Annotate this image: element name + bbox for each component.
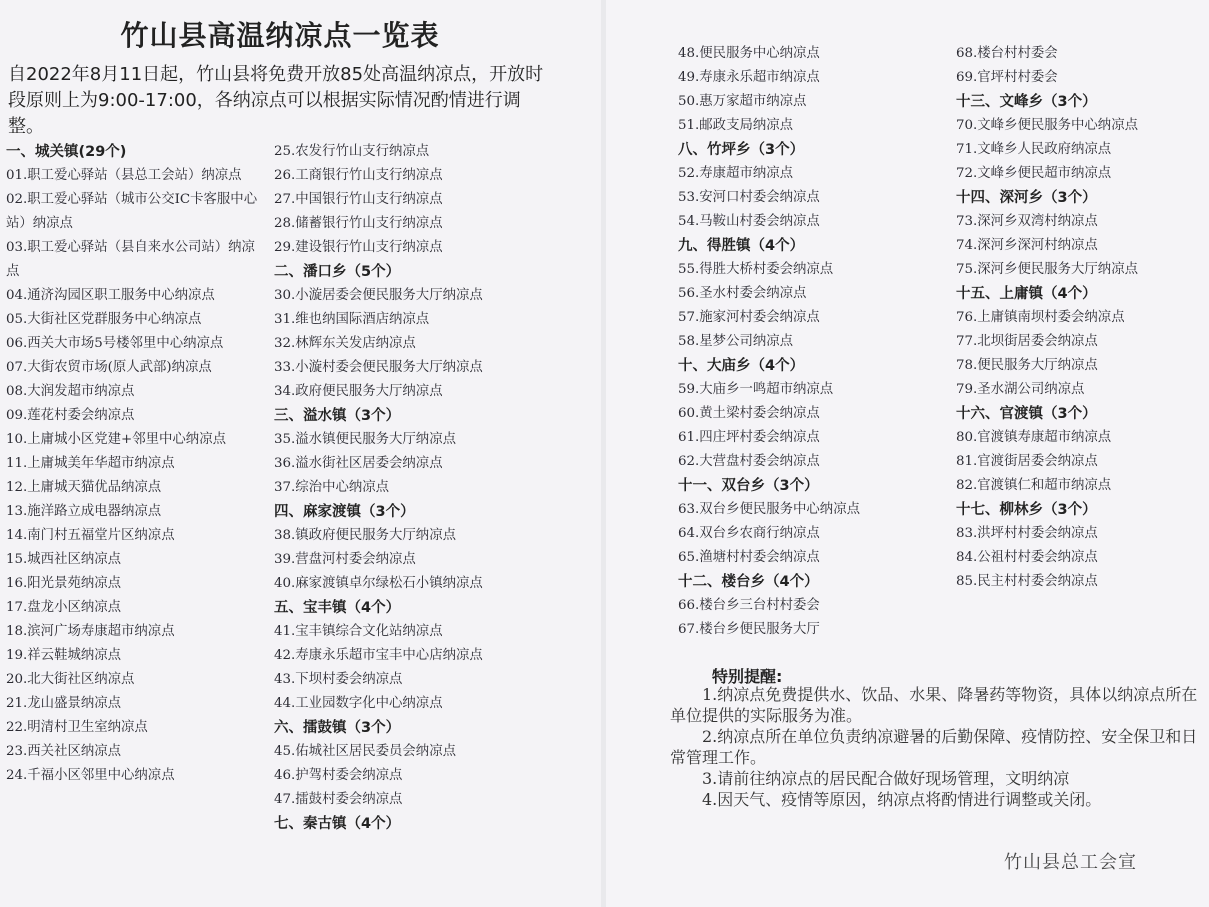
list-item: 70.文峰乡便民服务中心纳凉点 xyxy=(956,118,1138,133)
list-item: 31.维也纳国际酒店纳凉点 xyxy=(274,312,430,327)
list-column-1 xyxy=(6,140,268,788)
list-item: 34.政府便民服务大厅纳凉点 xyxy=(274,384,443,399)
list-item: 09.莲花村委会纳凉点 xyxy=(6,408,135,423)
left-page xyxy=(0,0,601,907)
list-item: 75.深河乡便民服务大厅纳凉点 xyxy=(956,262,1138,277)
list-item: 73.深河乡双湾村纳凉点 xyxy=(956,214,1098,229)
list-item: 16.阳光景苑纳凉点 xyxy=(6,576,122,591)
list-item: 37.综治中心纳凉点 xyxy=(274,480,390,495)
list-item: 41.宝丰镇综合文化站纳凉点 xyxy=(274,624,443,639)
list-item: 11.上庸城美年华超市纳凉点 xyxy=(6,456,175,471)
section-heading: 二、潘口乡（5个） xyxy=(274,264,401,280)
list-item: 21.龙山盛景纳凉点 xyxy=(6,696,122,711)
list-item: 54.马鞍山村委会纳凉点 xyxy=(678,214,820,229)
list-item: 02.职工爱心驿站（城市公交IC卡客服中心站）纳凉点 xyxy=(6,192,258,231)
list-item: 56.圣水村委会纳凉点 xyxy=(678,286,807,301)
notice-item: 2.纳凉点所在单位负责纳凉避暑的后勤保障、疫情防控、安全保卫和日常管理工作。 xyxy=(670,727,1198,767)
list-item: 17.盘龙小区纳凉点 xyxy=(6,600,122,615)
list-item: 35.溢水镇便民服务大厅纳凉点 xyxy=(274,432,456,447)
list-item: 43.下坝村委会纳凉点 xyxy=(274,672,403,687)
list-item: 38.镇政府便民服务大厅纳凉点 xyxy=(274,528,456,543)
list-item: 03.职工爱心驿站（县自来水公司站）纳凉点 xyxy=(6,240,255,279)
list-item: 30.小漩居委会便民服务大厅纳凉点 xyxy=(274,288,483,303)
section-heading: 七、秦古镇（4个） xyxy=(274,816,401,832)
list-item: 25.农发行竹山支行纳凉点 xyxy=(274,144,430,159)
section-heading: 九、得胜镇（4个） xyxy=(678,238,805,254)
list-item: 50.惠万家超市纳凉点 xyxy=(678,94,807,109)
list-item: 20.北大街社区纳凉点 xyxy=(6,672,135,687)
right-page xyxy=(606,0,1209,907)
list-item: 14.南门村五福堂片区纳凉点 xyxy=(6,528,175,543)
document-title: 竹山县高温纳凉点一览表 xyxy=(120,19,440,52)
list-item: 48.便民服务中心纳凉点 xyxy=(678,46,820,61)
signature: 竹山县总工会宣 xyxy=(1004,852,1137,873)
section-heading: 一、城关镇(29个) xyxy=(6,144,127,160)
list-item: 71.文峰乡人民政府纳凉点 xyxy=(956,142,1112,157)
list-item: 80.官渡镇寿康超市纳凉点 xyxy=(956,430,1112,445)
list-item: 52.寿康超市纳凉点 xyxy=(678,166,794,181)
list-item: 12.上庸城天猫优品纳凉点 xyxy=(6,480,162,495)
section-heading: 十三、文峰乡（3个） xyxy=(956,94,1097,110)
list-item: 22.明清村卫生室纳凉点 xyxy=(6,720,148,735)
list-item: 83.洪坪村村委会纳凉点 xyxy=(956,526,1098,541)
list-item: 62.大营盘村委会纳凉点 xyxy=(678,454,820,469)
list-item: 05.大街社区党群服务中心纳凉点 xyxy=(6,312,202,327)
list-item: 64.双台乡农商行纳凉点 xyxy=(678,526,820,541)
list-item: 61.四庄坪村委会纳凉点 xyxy=(678,430,820,445)
list-item: 45.佑城社区居民委员会纳凉点 xyxy=(274,744,456,759)
notice-body xyxy=(670,684,1206,810)
list-item: 08.大润发超市纳凉点 xyxy=(6,384,135,399)
list-item: 36.溢水街社区居委会纳凉点 xyxy=(274,456,443,471)
section-heading: 十六、官渡镇（3个） xyxy=(956,406,1097,422)
list-item: 07.大街农贸市场(原人武部)纳凉点 xyxy=(6,360,212,375)
list-item: 74.深河乡深河村纳凉点 xyxy=(956,238,1098,253)
list-item: 44.工业园数字化中心纳凉点 xyxy=(274,696,443,711)
list-column-2 xyxy=(274,140,598,836)
list-item: 59.大庙乡一鸣超市纳凉点 xyxy=(678,382,834,397)
list-item: 24.千福小区邻里中心纳凉点 xyxy=(6,768,175,783)
list-item: 66.楼台乡三台村村委会 xyxy=(678,598,820,613)
list-item: 15.城西社区纳凉点 xyxy=(6,552,122,567)
list-item: 04.通济沟园区职工服务中心纳凉点 xyxy=(6,288,215,303)
list-item: 26.工商银行竹山支行纳凉点 xyxy=(274,168,443,183)
section-heading: 十七、柳林乡（3个） xyxy=(956,502,1097,518)
list-item: 53.安河口村委会纳凉点 xyxy=(678,190,820,205)
list-item: 82.官渡镇仁和超市纳凉点 xyxy=(956,478,1112,493)
notice-item: 3.请前往纳凉点的居民配合做好现场管理，文明纳凉 xyxy=(702,769,1070,788)
list-item: 76.上庸镇南坝村委会纳凉点 xyxy=(956,310,1125,325)
section-heading: 六、擂鼓镇（3个） xyxy=(274,720,401,736)
list-item: 85.民主村村委会纳凉点 xyxy=(956,574,1098,589)
list-column-3 xyxy=(678,42,950,642)
list-item: 13.施洋路立成电器纳凉点 xyxy=(6,504,162,519)
list-item: 28.储蓄银行竹山支行纳凉点 xyxy=(274,216,443,231)
section-heading: 十一、双台乡（3个） xyxy=(678,478,819,494)
section-heading: 八、竹坪乡（3个） xyxy=(678,142,805,158)
list-item: 33.小漩村委会便民服务大厅纳凉点 xyxy=(274,360,483,375)
list-item: 10.上庸城小区党建+邻里中心纳凉点 xyxy=(6,432,226,447)
list-item: 57.施家河村委会纳凉点 xyxy=(678,310,820,325)
list-item: 84.公祖村村委会纳凉点 xyxy=(956,550,1098,565)
list-item: 39.营盘河村委会纳凉点 xyxy=(274,552,416,567)
list-item: 27.中国银行竹山支行纳凉点 xyxy=(274,192,443,207)
list-item: 18.滨河广场寿康超市纳凉点 xyxy=(6,624,175,639)
list-item: 42.寿康永乐超市宝丰中心店纳凉点 xyxy=(274,648,483,663)
list-item: 78.便民服务大厅纳凉点 xyxy=(956,358,1098,373)
list-item: 81.官渡街居委会纳凉点 xyxy=(956,454,1098,469)
list-item: 58.星梦公司纳凉点 xyxy=(678,334,794,349)
list-item: 65.渔塘村村委会纳凉点 xyxy=(678,550,820,565)
list-item: 23.西关社区纳凉点 xyxy=(6,744,122,759)
list-item: 67.楼台乡便民服务大厅 xyxy=(678,622,820,637)
list-item: 68.楼台村村委会 xyxy=(956,46,1058,61)
section-heading: 十二、楼台乡（4个） xyxy=(678,574,819,590)
notice-item: 1.纳凉点免费提供水、饮品、水果、降暑药等物资，具体以纳凉点所在单位提供的实际服务为准。 xyxy=(670,685,1198,725)
list-item: 40.麻家渡镇卓尔绿松石小镇纳凉点 xyxy=(274,576,483,591)
intro-paragraph: 自2022年8月11日起，竹山县将免费开放85处高温纳凉点，开放时段原则上为9:00-17:00，各纳凉点可以根据实际情况酌情进行调整。 xyxy=(8,64,544,137)
section-heading: 三、溢水镇（3个） xyxy=(274,408,401,424)
list-item: 47.擂鼓村委会纳凉点 xyxy=(274,792,403,807)
section-heading: 四、麻家渡镇（3个） xyxy=(274,504,415,520)
list-item: 60.黄土梁村委会纳凉点 xyxy=(678,406,820,421)
section-heading: 五、宝丰镇（4个） xyxy=(274,600,401,616)
list-item: 49.寿康永乐超市纳凉点 xyxy=(678,70,820,85)
list-column-4 xyxy=(956,42,1209,594)
list-item: 63.双台乡便民服务中心纳凉点 xyxy=(678,502,860,517)
list-item: 29.建设银行竹山支行纳凉点 xyxy=(274,240,443,255)
list-item: 19.祥云鞋城纳凉点 xyxy=(6,648,122,663)
section-heading: 十五、上庸镇（4个） xyxy=(956,286,1097,302)
list-item: 46.护驾村委会纳凉点 xyxy=(274,768,403,783)
section-heading: 十四、深河乡（3个） xyxy=(956,190,1097,206)
list-item: 69.官坪村村委会 xyxy=(956,70,1058,85)
notice-item: 4.因天气、疫情等原因，纳凉点将酌情进行调整或关闭。 xyxy=(702,790,1102,809)
list-item: 06.西关大市场5号楼邻里中心纳凉点 xyxy=(6,336,224,351)
notice-title: 特别提醒: xyxy=(712,667,783,686)
list-item: 77.北坝街居委会纳凉点 xyxy=(956,334,1098,349)
list-item: 01.职工爱心驿站（县总工会站）纳凉点 xyxy=(6,168,242,183)
list-item: 79.圣水湖公司纳凉点 xyxy=(956,382,1085,397)
list-item: 32.林辉东关发店纳凉点 xyxy=(274,336,416,351)
list-item: 72.文峰乡便民超市纳凉点 xyxy=(956,166,1112,181)
list-item: 51.邮政支局纳凉点 xyxy=(678,118,794,133)
section-heading: 十、大庙乡（4个） xyxy=(678,358,805,374)
list-item: 55.得胜大桥村委会纳凉点 xyxy=(678,262,834,277)
